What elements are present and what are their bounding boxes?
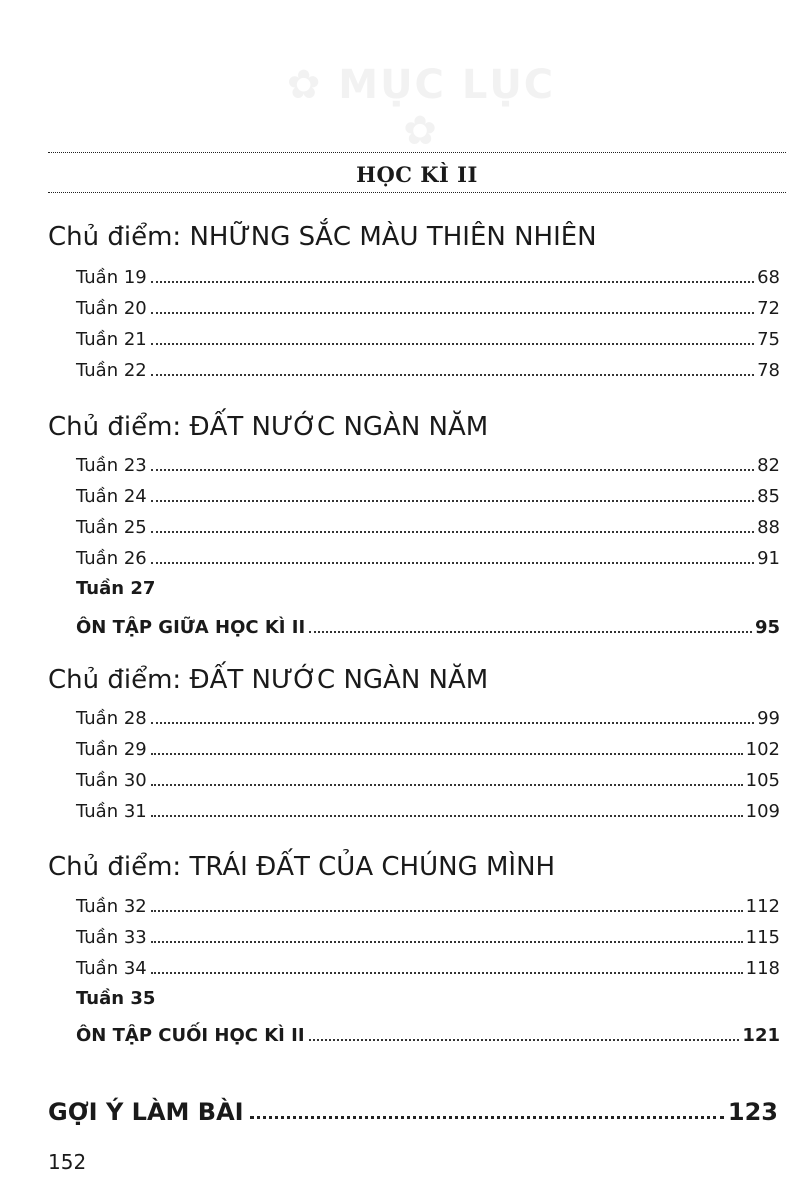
toc-row[interactable]	[76, 922, 780, 948]
toc-page: 123	[727, 1098, 778, 1126]
toc-label: Tuần 25	[76, 517, 147, 538]
dot-leader	[151, 941, 743, 943]
toc-page: 121	[742, 1025, 780, 1046]
dot-leader	[151, 910, 743, 912]
section-title: Chủ điểm: TRÁI ĐẤT CỦA CHÚNG MÌNH	[48, 852, 556, 882]
toc-page: 78	[757, 360, 780, 381]
dot-leader	[151, 312, 754, 314]
page-number: 152	[48, 1150, 87, 1174]
toc-label: Tuần 32	[76, 896, 147, 917]
dot-leader	[151, 500, 754, 502]
toc-label: Tuần 22	[76, 360, 147, 381]
dot-leader	[151, 562, 754, 564]
toc-row[interactable]	[76, 796, 780, 822]
dot-leader	[151, 815, 743, 817]
dot-leader	[151, 469, 754, 471]
toc-page: 88	[757, 517, 780, 538]
section-title: Chủ điểm: ĐẤT NƯỚC NGÀN NĂM	[48, 412, 489, 442]
toc-label: Tuần 21	[76, 329, 147, 350]
toc-row[interactable]	[76, 293, 780, 319]
toc-row[interactable]	[76, 512, 780, 538]
toc-row[interactable]	[76, 703, 780, 729]
dot-leader	[151, 343, 754, 345]
toc-row[interactable]	[76, 765, 780, 791]
toc-label: GỢI Ý LÀM BÀI	[48, 1098, 244, 1126]
toc-label: Tuần 33	[76, 927, 147, 948]
toc-label: Tuần 26	[76, 548, 147, 569]
bottom-divider	[48, 192, 786, 193]
dot-leader	[250, 1116, 724, 1119]
dot-leader	[151, 784, 743, 786]
toc-page: 99	[757, 708, 780, 729]
toc-label: ÔN TẬP CUỐI HỌC KÌ II	[76, 1025, 305, 1046]
dot-leader	[151, 281, 754, 283]
toc-label: ÔN TẬP GIỮA HỌC KÌ II	[76, 617, 306, 638]
dot-leader	[151, 374, 754, 376]
toc-row[interactable]	[76, 953, 780, 979]
toc-label: Tuần 23	[76, 455, 147, 476]
toc-page: 68	[757, 267, 780, 288]
toc-label: Tuần 24	[76, 486, 147, 507]
toc-page: 85	[757, 486, 780, 507]
dot-leader	[151, 972, 743, 974]
toc-page: 72	[757, 298, 780, 319]
toc-row[interactable]	[76, 734, 780, 760]
toc-page: 109	[745, 801, 780, 822]
toc-page: 118	[745, 958, 780, 979]
ghost-title: ✿ MỤC LỤC ✿	[286, 62, 556, 154]
toc-row[interactable]	[76, 543, 780, 569]
toc-row[interactable]	[76, 450, 780, 476]
toc-row-review[interactable]	[76, 1020, 780, 1046]
toc-row[interactable]	[76, 324, 780, 350]
toc-page: 102	[745, 739, 780, 760]
toc-row[interactable]	[76, 481, 780, 507]
section-title: Chủ điểm: NHỮNG SẮC MÀU THIÊN NHIÊN	[48, 222, 597, 252]
dot-leader	[151, 722, 754, 724]
toc-row-review[interactable]	[76, 612, 780, 638]
toc-page: 112	[745, 896, 780, 917]
dot-leader	[151, 753, 743, 755]
dot-leader	[309, 631, 752, 633]
toc-label: Tuần 20	[76, 298, 147, 319]
semester-heading: HỌC KÌ II	[356, 162, 478, 187]
toc-page: 105	[745, 770, 780, 791]
toc-label: Tuần 31	[76, 801, 147, 822]
toc-row[interactable]	[76, 262, 780, 288]
review-week-label: Tuần 27	[76, 578, 156, 599]
toc-page: 95	[754, 617, 780, 638]
dot-leader	[309, 1039, 740, 1041]
top-divider	[48, 152, 786, 153]
toc-row[interactable]	[76, 891, 780, 917]
toc-page: 82	[757, 455, 780, 476]
toc-page: 115	[745, 927, 780, 948]
toc-label: Tuần 29	[76, 739, 147, 760]
dot-leader	[151, 531, 754, 533]
toc-label: Tuần 34	[76, 958, 147, 979]
toc-label: Tuần 28	[76, 708, 147, 729]
section-title: Chủ điểm: ĐẤT NƯỚC NGÀN NĂM	[48, 665, 489, 695]
toc-page: 91	[757, 548, 780, 569]
toc-row[interactable]	[76, 355, 780, 381]
toc-row-final[interactable]	[48, 1092, 778, 1126]
toc-label: Tuần 30	[76, 770, 147, 791]
toc-page: 75	[757, 329, 780, 350]
toc-label: Tuần 19	[76, 267, 147, 288]
review-week-label: Tuần 35	[76, 988, 156, 1009]
